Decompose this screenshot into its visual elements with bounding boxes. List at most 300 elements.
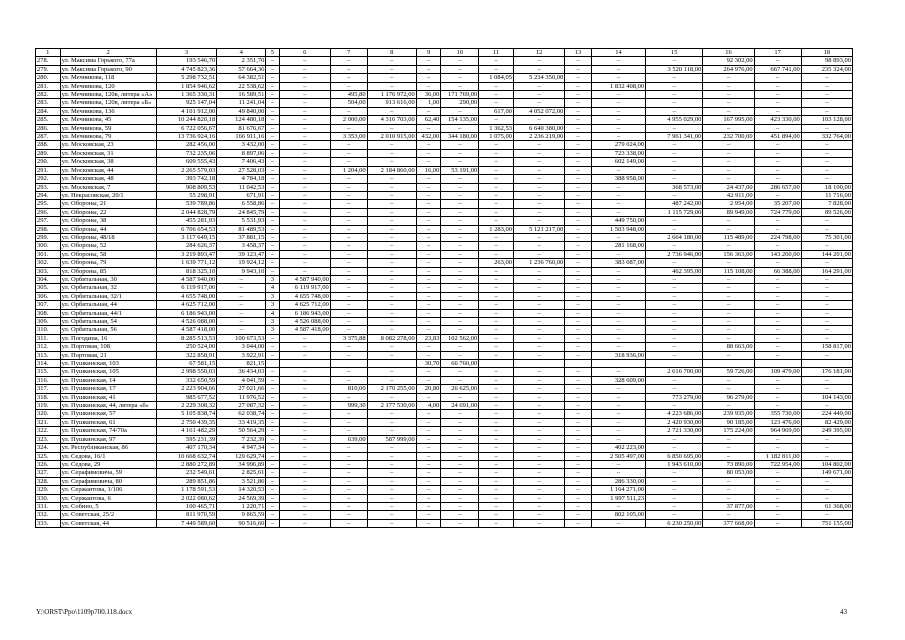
value-cell: – — [441, 65, 479, 73]
value-cell: – — [514, 116, 565, 124]
value-cell: – — [514, 334, 565, 342]
value-cell: – — [565, 385, 592, 393]
column-header: 14 — [591, 49, 645, 57]
value-cell: – — [367, 225, 416, 233]
value-cell: – — [217, 318, 266, 326]
value-cell: – — [266, 107, 279, 115]
value-cell: – — [441, 149, 479, 157]
value-cell: – — [565, 82, 592, 90]
value-cell: 24 437,00 — [703, 183, 754, 191]
address-cell: ул. Пушкинская, 17 — [60, 385, 156, 393]
value-cell: 8 082 278,00 — [367, 334, 416, 342]
value-cell: – — [330, 477, 367, 485]
value-cell: – — [479, 175, 514, 183]
value-cell: – — [416, 368, 441, 376]
value-cell: 102 562,00 — [441, 334, 479, 342]
value-cell: 5 234 350,00 — [514, 74, 565, 82]
value-cell: 2 505 497,00 — [591, 452, 645, 460]
value-cell: 3 — [266, 326, 279, 334]
value-cell: – — [330, 158, 367, 166]
value-cell: – — [416, 494, 441, 502]
value-cell: – — [565, 242, 592, 250]
value-cell: – — [565, 519, 592, 527]
table-row — [36, 133, 853, 141]
table-row — [36, 183, 853, 191]
value-cell: – — [754, 141, 801, 149]
value-cell: – — [416, 410, 441, 418]
value-cell: – — [266, 334, 279, 342]
value-cell: – — [565, 225, 592, 233]
address-cell: ул. Максима Горького, 90 — [60, 65, 156, 73]
table-row — [36, 309, 853, 317]
address-cell: ул. Обороны, 48/18 — [60, 233, 156, 241]
value-cell: – — [367, 502, 416, 510]
value-cell: 1 283,00 — [479, 225, 514, 233]
value-cell: – — [565, 511, 592, 519]
value-cell: – — [266, 376, 279, 384]
value-cell: – — [565, 233, 592, 241]
row-number-cell: 324. — [36, 444, 61, 452]
value-cell: – — [330, 217, 367, 225]
address-cell: ул. Серафимовича, 59 — [60, 469, 156, 477]
value-cell: – — [514, 175, 565, 183]
value-cell: – — [646, 242, 703, 250]
row-number-cell: 328. — [36, 477, 61, 485]
value-cell: – — [367, 309, 416, 317]
value-cell: – — [279, 486, 330, 494]
value-cell: – — [754, 82, 801, 90]
table-row — [36, 141, 853, 149]
value-cell: – — [514, 393, 565, 401]
value-cell: – — [479, 191, 514, 199]
table-row — [36, 393, 853, 401]
value-cell: – — [801, 301, 852, 309]
value-cell: – — [416, 74, 441, 82]
value-cell: – — [514, 217, 565, 225]
value-cell: – — [279, 418, 330, 426]
value-cell: – — [479, 267, 514, 275]
value-cell: 7 828,00 — [801, 200, 852, 208]
value-cell: 5 298 732,51 — [156, 74, 216, 82]
value-cell: – — [754, 444, 801, 452]
value-cell: 10 668 632,74 — [156, 452, 216, 460]
value-cell: – — [646, 166, 703, 174]
value-cell: 92 302,00 — [703, 57, 754, 65]
value-cell: – — [754, 158, 801, 166]
value-cell: – — [367, 301, 416, 309]
value-cell: 1 639 771,12 — [156, 259, 216, 267]
value-cell: 723 338,00 — [591, 149, 645, 157]
value-cell: – — [479, 91, 514, 99]
value-cell: – — [441, 217, 479, 225]
value-cell: – — [754, 292, 801, 300]
value-cell: 16 589,51 — [217, 91, 266, 99]
column-header: 11 — [479, 49, 514, 57]
value-cell: – — [416, 259, 441, 267]
value-cell: – — [514, 57, 565, 65]
table-row — [36, 267, 853, 275]
value-cell: – — [591, 519, 645, 527]
value-cell: – — [279, 435, 330, 443]
table-row — [36, 444, 853, 452]
value-cell: – — [754, 217, 801, 225]
value-cell: – — [514, 469, 565, 477]
value-cell: – — [514, 343, 565, 351]
value-cell: 164 291,00 — [801, 267, 852, 275]
value-cell: – — [565, 477, 592, 485]
value-cell: – — [441, 82, 479, 90]
value-cell: 39 123,47 — [217, 250, 266, 258]
value-cell: – — [416, 149, 441, 157]
value-cell: 8 285 513,53 — [156, 334, 216, 342]
value-cell: – — [479, 502, 514, 510]
value-cell: 4 587 940,00 — [279, 275, 330, 283]
table-row — [36, 376, 853, 384]
value-cell: – — [441, 124, 479, 132]
value-cell: – — [416, 519, 441, 527]
value-cell: – — [591, 393, 645, 401]
value-cell: – — [646, 477, 703, 485]
value-cell: – — [801, 402, 852, 410]
value-cell: 6 722 056,67 — [156, 124, 216, 132]
table-row — [36, 435, 853, 443]
value-cell: 802 105,00 — [591, 511, 645, 519]
row-number-cell: 288. — [36, 141, 61, 149]
value-cell: – — [514, 418, 565, 426]
value-cell: 7 232,39 — [217, 435, 266, 443]
table-row — [36, 452, 853, 460]
value-cell: – — [441, 427, 479, 435]
value-cell: 587 999,00 — [367, 435, 416, 443]
value-cell: – — [330, 343, 367, 351]
value-cell: 3 219 893,47 — [156, 250, 216, 258]
value-cell: – — [367, 284, 416, 292]
value-cell: – — [266, 511, 279, 519]
value-cell: 73 890,00 — [703, 460, 754, 468]
value-cell: – — [330, 427, 367, 435]
value-cell — [266, 360, 279, 368]
page-number: 43 — [840, 608, 847, 616]
row-number-cell: 329. — [36, 486, 61, 494]
row-number-cell: 291. — [36, 166, 61, 174]
value-cell: – — [646, 57, 703, 65]
row-number-cell: 316. — [36, 376, 61, 384]
value-cell: – — [441, 351, 479, 359]
value-cell: 34 996,89 — [217, 460, 266, 468]
value-cell: – — [514, 158, 565, 166]
row-number-cell: 295. — [36, 200, 61, 208]
value-cell: – — [279, 494, 330, 502]
table-row — [36, 410, 853, 418]
value-cell: 289 851,86 — [156, 477, 216, 485]
value-cell: – — [330, 74, 367, 82]
value-cell: 2 010 915,00 — [367, 133, 416, 141]
value-cell: 377 668,00 — [703, 519, 754, 527]
value-cell: – — [217, 309, 266, 317]
value-cell: – — [703, 435, 754, 443]
value-cell: 2 880 272,89 — [156, 460, 216, 468]
value-cell: – — [441, 301, 479, 309]
value-cell: – — [703, 91, 754, 99]
row-number-cell: 290. — [36, 158, 61, 166]
value-cell: – — [646, 107, 703, 115]
value-cell: – — [266, 242, 279, 250]
value-cell: – — [367, 57, 416, 65]
value-cell — [367, 360, 416, 368]
value-cell: – — [479, 208, 514, 216]
value-cell: 4 587 940,00 — [156, 275, 216, 283]
address-cell: ул. Портовая, 108 — [60, 343, 156, 351]
value-cell: 96 279,00 — [703, 393, 754, 401]
address-cell: ул. Мечникова, 120в, литера «Б» — [60, 99, 156, 107]
value-cell: – — [514, 435, 565, 443]
table-row — [36, 418, 853, 426]
value-cell: – — [279, 242, 330, 250]
value-cell: – — [416, 427, 441, 435]
value-cell: 11 241,04 — [217, 99, 266, 107]
value-cell: – — [514, 351, 565, 359]
value-cell: 232 700,00 — [703, 133, 754, 141]
value-cell: – — [646, 502, 703, 510]
value-cell: – — [801, 99, 852, 107]
value-cell: – — [591, 65, 645, 73]
value-cell: 6 186 943,00 — [279, 309, 330, 317]
value-cell: 462 395,00 — [646, 267, 703, 275]
value-cell: – — [591, 502, 645, 510]
value-cell: – — [514, 91, 565, 99]
value-cell: – — [479, 486, 514, 494]
value-cell: – — [646, 217, 703, 225]
value-cell: 176 181,00 — [801, 368, 852, 376]
value-cell: – — [266, 124, 279, 132]
value-cell: – — [441, 242, 479, 250]
value-cell: 602 149,00 — [591, 158, 645, 166]
value-cell: 732 235,06 — [156, 149, 216, 157]
value-cell: – — [330, 309, 367, 317]
value-cell: – — [514, 275, 565, 283]
value-cell: 3 521,86 — [217, 477, 266, 485]
value-cell: – — [266, 82, 279, 90]
value-cell: – — [441, 519, 479, 527]
table-row — [36, 385, 853, 393]
value-cell: – — [479, 410, 514, 418]
value-cell: – — [646, 351, 703, 359]
value-cell: 37 881,15 — [217, 233, 266, 241]
table-row — [36, 368, 853, 376]
value-cell: 62,40 — [416, 116, 441, 124]
value-cell: – — [479, 376, 514, 384]
value-cell: – — [801, 376, 852, 384]
value-cell: – — [514, 200, 565, 208]
value-cell: – — [801, 225, 852, 233]
value-cell: – — [591, 402, 645, 410]
value-cell: 5 531,93 — [217, 217, 266, 225]
value-cell: – — [591, 267, 645, 275]
value-cell: – — [565, 427, 592, 435]
value-cell: – — [801, 486, 852, 494]
value-cell: 4 655 748,00 — [279, 292, 330, 300]
value-cell: – — [754, 494, 801, 502]
value-cell: – — [703, 124, 754, 132]
value-cell: – — [565, 200, 592, 208]
value-cell: – — [266, 393, 279, 401]
value-cell: 2 177 530,00 — [367, 402, 416, 410]
value-cell: – — [565, 116, 592, 124]
value-cell: 20,80 — [416, 385, 441, 393]
value-cell: – — [279, 74, 330, 82]
value-cell: – — [367, 149, 416, 157]
row-number-cell: 305. — [36, 284, 61, 292]
table-row — [36, 343, 853, 351]
value-cell: – — [330, 368, 367, 376]
table-row — [36, 334, 853, 342]
value-cell: – — [367, 74, 416, 82]
value-cell: – — [591, 318, 645, 326]
value-cell: – — [703, 494, 754, 502]
value-cell: 383 087,00 — [591, 259, 645, 267]
table-row — [36, 91, 853, 99]
value-cell: – — [416, 351, 441, 359]
value-cell: – — [591, 284, 645, 292]
value-cell: 286 330,00 — [591, 477, 645, 485]
value-cell: – — [279, 191, 330, 199]
value-cell: 166 911,16 — [217, 133, 266, 141]
value-cell: – — [330, 410, 367, 418]
value-cell: – — [416, 460, 441, 468]
value-cell: – — [279, 444, 330, 452]
value-cell — [591, 360, 645, 368]
value-cell: 30,70 — [416, 360, 441, 368]
table-row — [36, 250, 853, 258]
value-cell: – — [266, 57, 279, 65]
value-cell: 27 021,66 — [217, 385, 266, 393]
value-cell: 1 362,53 — [479, 124, 514, 132]
value-cell: – — [565, 502, 592, 510]
value-cell: – — [266, 343, 279, 351]
value-cell: – — [565, 452, 592, 460]
value-cell: – — [266, 486, 279, 494]
value-cell: – — [367, 183, 416, 191]
value-cell: – — [479, 99, 514, 107]
value-cell: – — [441, 175, 479, 183]
column-header: 10 — [441, 49, 479, 57]
value-cell: – — [441, 191, 479, 199]
value-cell: 64 382,51 — [217, 74, 266, 82]
value-cell: – — [416, 301, 441, 309]
value-cell: 487 242,00 — [646, 200, 703, 208]
value-cell: – — [416, 502, 441, 510]
row-number-cell: 323. — [36, 435, 61, 443]
value-cell: – — [279, 334, 330, 342]
value-cell: – — [367, 511, 416, 519]
value-cell — [330, 360, 367, 368]
address-cell: ул. Московская, 38 — [60, 158, 156, 166]
value-cell: – — [367, 275, 416, 283]
value-cell: – — [646, 259, 703, 267]
value-cell: – — [441, 267, 479, 275]
value-cell: – — [565, 208, 592, 216]
address-cell: ул. Обороны, 44 — [60, 225, 156, 233]
table-row — [36, 191, 853, 199]
value-cell: – — [330, 376, 367, 384]
value-cell — [646, 360, 703, 368]
value-cell: 402 223,00 — [591, 444, 645, 452]
column-header: 18 — [801, 49, 852, 57]
value-cell: 224 798,00 — [754, 233, 801, 241]
address-cell: ул. Пушкинская, 103 — [60, 360, 156, 368]
value-cell: 16,00 — [416, 166, 441, 174]
value-cell: – — [591, 334, 645, 342]
value-cell: – — [367, 292, 416, 300]
value-cell: – — [441, 486, 479, 494]
value-cell: – — [754, 166, 801, 174]
address-cell: ул. Пушкинская, 97 — [60, 435, 156, 443]
value-cell: – — [367, 427, 416, 435]
table-row — [36, 460, 853, 468]
value-cell: – — [330, 208, 367, 216]
value-cell: 9 943,10 — [217, 267, 266, 275]
value-cell: 23,83 — [416, 334, 441, 342]
value-cell: 24 691,00 — [441, 402, 479, 410]
value-cell: 100 465,71 — [156, 502, 216, 510]
row-number-cell: 319. — [36, 402, 61, 410]
address-cell: ул. Обороны, 52 — [60, 242, 156, 250]
value-cell: – — [479, 301, 514, 309]
value-cell: – — [479, 166, 514, 174]
row-number-cell: 326. — [36, 460, 61, 468]
value-cell: – — [646, 82, 703, 90]
row-number-cell: 308. — [36, 309, 61, 317]
value-cell: – — [591, 74, 645, 82]
value-cell: – — [416, 175, 441, 183]
value-cell: 1 943 610,00 — [646, 460, 703, 468]
value-cell: – — [479, 158, 514, 166]
value-cell: 239 935,00 — [703, 410, 754, 418]
value-cell: – — [591, 292, 645, 300]
value-cell: – — [514, 250, 565, 258]
value-cell: – — [646, 149, 703, 157]
value-cell: – — [416, 200, 441, 208]
value-cell: 22 538,62 — [217, 82, 266, 90]
value-cell: 158 817,00 — [801, 343, 852, 351]
table-row — [36, 519, 853, 527]
value-cell: – — [266, 91, 279, 99]
value-cell: – — [514, 444, 565, 452]
value-cell: – — [801, 334, 852, 342]
value-cell: – — [441, 460, 479, 468]
value-cell: – — [367, 175, 416, 183]
value-cell: – — [565, 250, 592, 258]
table-row — [36, 259, 853, 267]
value-cell: – — [514, 284, 565, 292]
value-cell: 193 546,70 — [156, 57, 216, 65]
value-cell: – — [514, 368, 565, 376]
value-cell: 224 449,00 — [801, 410, 852, 418]
row-number-cell: 296. — [36, 208, 61, 216]
address-cell: ул. Орбитальная, 44/1 — [60, 309, 156, 317]
value-cell: – — [703, 166, 754, 174]
value-cell: – — [279, 183, 330, 191]
value-cell: 4 784,18 — [217, 175, 266, 183]
value-cell: – — [591, 200, 645, 208]
value-cell: 4 316 703,00 — [367, 116, 416, 124]
value-cell: – — [367, 519, 416, 527]
value-cell: – — [591, 427, 645, 435]
value-cell: 3 — [266, 292, 279, 300]
value-cell: – — [279, 217, 330, 225]
value-cell: – — [565, 486, 592, 494]
value-cell: 332 650,59 — [156, 376, 216, 384]
